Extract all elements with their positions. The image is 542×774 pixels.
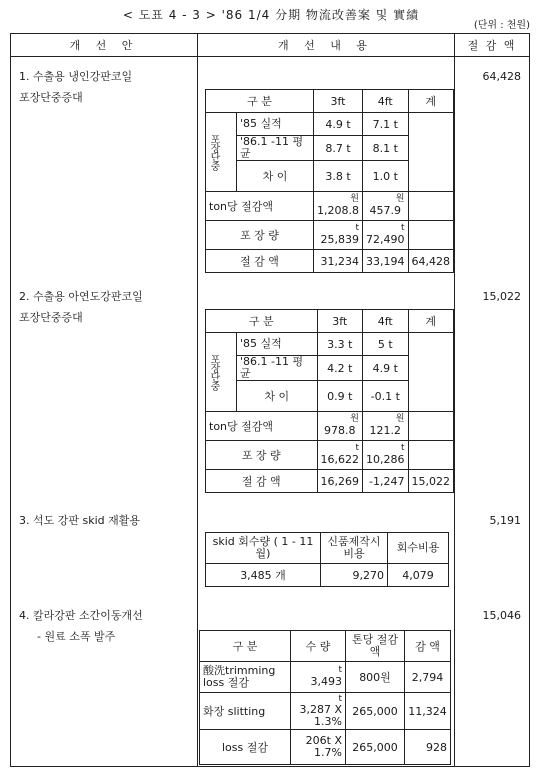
s1-empty bbox=[408, 192, 454, 221]
s1-rton: ton당 절감액 bbox=[206, 192, 314, 221]
s3-v3: 4,079 bbox=[388, 564, 449, 587]
s2-rqty-4: 10,286 bbox=[366, 453, 405, 466]
s4-rb: 화장 slitting bbox=[200, 693, 291, 730]
s2-rsave-total: 15,022 bbox=[408, 470, 454, 493]
s1-r86-3: 8.7 t bbox=[314, 136, 363, 161]
s1-empty bbox=[408, 221, 454, 250]
s2-rdiff-4: -0.1 t bbox=[363, 381, 409, 412]
s2-empty bbox=[408, 333, 454, 412]
s2-won-3: 원 bbox=[350, 414, 359, 424]
s1-won-3: 원 bbox=[350, 194, 359, 204]
s1-rqty-4: 72,490 bbox=[366, 233, 405, 246]
s2-table bbox=[205, 309, 454, 493]
s1-r86: '86.1 -11 평균 bbox=[237, 136, 314, 161]
s4-ra-u: 800원 bbox=[346, 662, 405, 693]
s2-t-4: t bbox=[400, 443, 405, 453]
s3-col1: skid 회수량 ( 1 - 11 월) bbox=[206, 533, 321, 564]
s2-r86-4: 4.9 t bbox=[363, 356, 409, 381]
s3-amount: 5,191 bbox=[489, 514, 521, 527]
s1-title bbox=[19, 66, 132, 108]
s2-line1: 2. 수출용 아연도강판코일 bbox=[19, 290, 143, 303]
s1-line1: 1. 수출용 냉인강판코일 bbox=[19, 70, 133, 83]
s4-ra-q: 3,493 bbox=[310, 675, 342, 688]
header-item: 개 선 안 bbox=[69, 39, 139, 52]
s1-r85: '85 실적 bbox=[237, 113, 314, 136]
s1-rdiff: 차 이 bbox=[237, 161, 314, 192]
s1-rqty-3: 25,839 bbox=[320, 233, 359, 246]
s1-r86-4: 8.1 t bbox=[363, 136, 409, 161]
s2-rsave-3: 16,269 bbox=[317, 470, 363, 493]
s1-rdiff-3: 3.8 t bbox=[314, 161, 363, 192]
s2-rqty: 포 장 량 bbox=[206, 441, 318, 470]
s1-amount: 64,428 bbox=[482, 70, 521, 83]
s2-rdiff: 차 이 bbox=[237, 381, 318, 412]
header-divider bbox=[11, 56, 529, 57]
s2-rsave-4: -1,247 bbox=[363, 470, 409, 493]
s1-rsave-3: 31,234 bbox=[314, 250, 363, 273]
s4-amount: 15,046 bbox=[482, 609, 521, 622]
s1-table bbox=[205, 89, 454, 273]
s1-t-4: t bbox=[400, 223, 405, 233]
s2-line2: 포장단중증대 bbox=[19, 311, 83, 324]
s4-rb-u: 265,000 bbox=[346, 693, 405, 730]
s3-table bbox=[205, 532, 449, 587]
s2-rdiff-3: 0.9 t bbox=[317, 381, 363, 412]
s2-rton-3: 978.8 bbox=[324, 424, 356, 437]
s3-col3: 회수비용 bbox=[388, 533, 449, 564]
s1-rqty: 포 장 량 bbox=[206, 221, 314, 250]
s1-rdiff-4: 1.0 t bbox=[363, 161, 409, 192]
s3-v1: 3,485 개 bbox=[206, 564, 321, 587]
s4-rb-q: 3,287 X 1.3% bbox=[299, 702, 342, 728]
col-divider bbox=[197, 34, 198, 766]
s2-col-3ft: 3ft bbox=[317, 310, 363, 333]
s1-rsave-total: 64,428 bbox=[408, 250, 454, 273]
s1-col-total: 계 bbox=[408, 90, 454, 113]
s2-won-4: 원 bbox=[395, 414, 405, 424]
s2-empty bbox=[408, 412, 454, 441]
s2-t-3: t bbox=[355, 443, 359, 453]
unit-label: (단위 : 천원) bbox=[473, 20, 530, 31]
s1-col-4ft: 4ft bbox=[363, 90, 409, 113]
s4-ra-s: 2,794 bbox=[405, 662, 451, 693]
s4-table bbox=[199, 630, 451, 765]
s4-col2: 수 량 bbox=[291, 631, 346, 662]
s2-r85: '85 실적 bbox=[237, 333, 318, 356]
header-saving: 절 감 액 bbox=[467, 39, 517, 52]
s4-rc-s: 928 bbox=[405, 730, 451, 765]
s2-rton-4: 121.2 bbox=[369, 424, 401, 437]
s1-rsave: 절 감 액 bbox=[206, 250, 314, 273]
s1-rton-4: 457.9 bbox=[369, 204, 401, 217]
s3-col2: 신품제작시 비용 bbox=[321, 533, 388, 564]
s1-group: 포장단중 bbox=[206, 113, 237, 192]
s4-rb-s: 11,324 bbox=[405, 693, 451, 730]
s1-won-4: 원 bbox=[395, 194, 405, 204]
s1-rton-3: 1,208.8 bbox=[317, 204, 359, 217]
s4-line2: - 원료 소폭 발주 bbox=[37, 630, 116, 643]
s2-r85-4: 5 t bbox=[363, 333, 409, 356]
s2-empty bbox=[408, 441, 454, 470]
s2-col-total: 계 bbox=[408, 310, 454, 333]
s1-r85-3: 4.9 t bbox=[314, 113, 363, 136]
s1-line2: 포장단중증대 bbox=[19, 91, 83, 104]
s4-col1: 구 분 bbox=[200, 631, 291, 662]
s4-rc: loss 절감 bbox=[200, 730, 291, 765]
s4-rb-q-unit: t bbox=[338, 693, 342, 704]
s2-amount: 15,022 bbox=[482, 290, 521, 303]
s2-r86-3: 4.2 t bbox=[317, 356, 363, 381]
s4-col3: 톤당 절감액 bbox=[346, 631, 405, 662]
s4-ra-q-unit: t bbox=[338, 665, 342, 675]
header-content: 개 선 내 용 bbox=[278, 39, 373, 52]
col-divider bbox=[454, 34, 455, 766]
s1-t-3: t bbox=[355, 223, 359, 233]
s1-rsave-4: 33,194 bbox=[363, 250, 409, 273]
s1-col-3ft: 3ft bbox=[314, 90, 363, 113]
s1-r85-4: 7.1 t bbox=[363, 113, 409, 136]
s4-col4: 감 액 bbox=[405, 631, 451, 662]
s4-ra: 酸洗trimming loss 절감 bbox=[200, 662, 291, 693]
s4-rc-q: 206t X 1.7% bbox=[291, 730, 346, 765]
s3-v2: 9,270 bbox=[321, 564, 388, 587]
s2-group: 포장단중 bbox=[206, 333, 237, 412]
s1-col-gubun: 구 분 bbox=[206, 90, 314, 113]
s1-empty bbox=[408, 113, 454, 192]
s2-r85-3: 3.3 t bbox=[317, 333, 363, 356]
s2-col-gubun: 구 분 bbox=[206, 310, 318, 333]
s2-rton: ton당 절감액 bbox=[206, 412, 318, 441]
s3-title: 3. 석도 강판 skid 재활용 bbox=[19, 514, 141, 527]
s2-title bbox=[19, 286, 143, 328]
main-table bbox=[10, 33, 530, 767]
s2-col-4ft: 4ft bbox=[363, 310, 409, 333]
s2-rsave: 절 감 액 bbox=[206, 470, 318, 493]
page-title: < 도표 4 - 3 > '86 1/4 分期 物流改善案 및 實績 bbox=[122, 8, 420, 22]
s4-rc-u: 265,000 bbox=[346, 730, 405, 765]
s2-rqty-3: 16,622 bbox=[320, 453, 359, 466]
s4-line1: 4. 칼라강판 소간이동개선 bbox=[19, 609, 143, 622]
s4-title bbox=[19, 605, 143, 647]
s2-r86: '86.1 -11 평균 bbox=[237, 356, 318, 381]
